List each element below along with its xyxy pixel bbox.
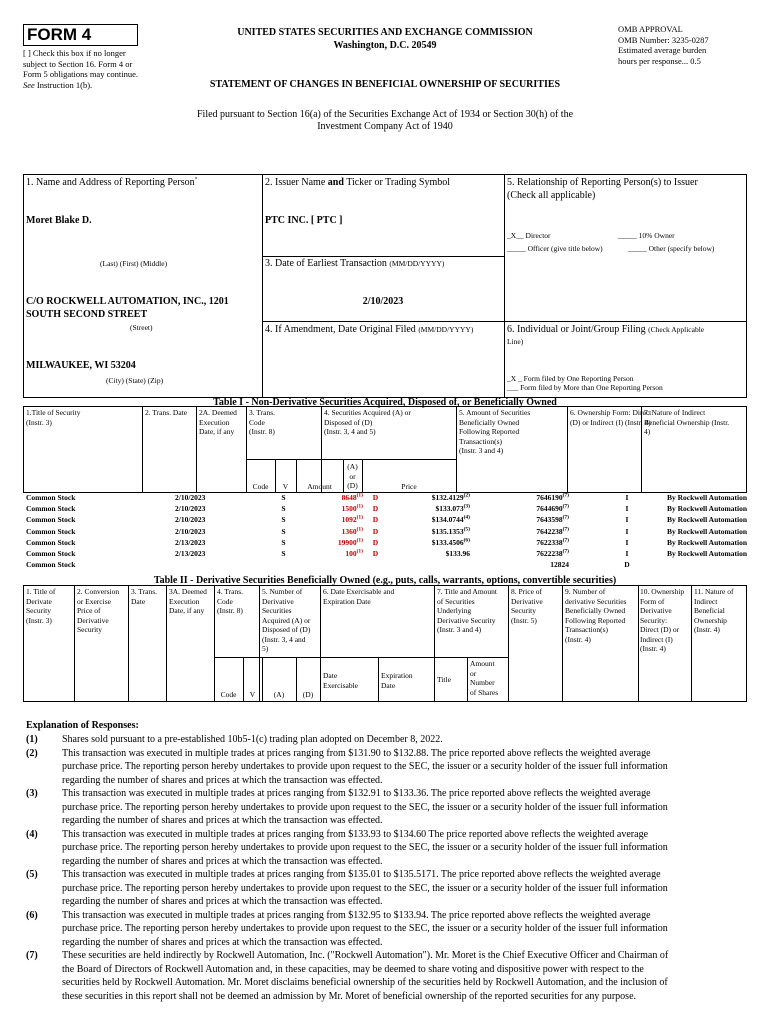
earliest-transaction-date: 2/10/2023 xyxy=(362,296,404,307)
t2-exp-line: Date xyxy=(381,680,396,690)
t2-c9-line: 9. Number of xyxy=(565,587,606,596)
t2-date-ex-sub xyxy=(323,671,358,690)
row-ad: D xyxy=(372,549,379,558)
row-amount-footnote: (1) xyxy=(356,503,363,510)
t2-c2-line: Security xyxy=(77,625,102,634)
t2-exp-line: Expiration xyxy=(381,671,413,680)
t1-col7-header xyxy=(644,408,729,437)
row-owned: 12824 xyxy=(550,560,569,570)
t2-c10-line: Form of xyxy=(640,596,665,606)
explanation-title: Explanation of Responses: xyxy=(26,720,139,731)
omb-burden: Estimated average burden xyxy=(618,45,707,55)
row-owned: 7644690$^{(7)}$ xyxy=(536,503,569,514)
t2-c11-line: 11. Nature of xyxy=(694,587,734,596)
row-code: S xyxy=(281,549,286,558)
row-date: 2/10/2023 xyxy=(175,515,206,525)
t1-ad-sub xyxy=(343,462,362,491)
row-price: $133.4506$^{(6)}$ xyxy=(431,537,470,547)
t2-c2-line: Price of xyxy=(77,606,101,615)
t2-c2-line: or Exercise xyxy=(77,596,111,606)
t2-c2-line: Derivative xyxy=(77,615,109,625)
t2-c1-line: 1. Title of xyxy=(26,587,56,596)
row-owned-footnote: (7) xyxy=(562,548,569,555)
t1-c5-a: 5. Amount of Securities xyxy=(459,408,531,417)
box4-label xyxy=(265,324,473,337)
t2-c6-line: 6. Date Exercisable and xyxy=(323,587,395,596)
director-checkbox[interactable]: _X__ Director xyxy=(507,231,551,240)
footnote-text: the Board of Directors of Rockwell Automation and, in these capacities, may be deemed to share voting and dispositive power with respect to the xyxy=(62,963,644,975)
t1-ad-c: (D) xyxy=(347,481,358,490)
row-price: $133.073$^{(3)}$ xyxy=(435,503,470,514)
box1-label xyxy=(26,177,197,190)
footnote-text: these securities in this report shall not be deemed an admission by Mr. Moret of beneficial ownership of the reported securities for any purpose. xyxy=(62,990,637,1002)
t2-c11-line: Beneficial xyxy=(694,606,725,615)
omb-title: OMB APPROVAL xyxy=(618,24,683,34)
footnote-text: regarding the number of shares and prices at which the transaction was effected. xyxy=(62,774,383,786)
row-owned-footnote: (7) xyxy=(562,503,569,510)
t1-c5-c: Following Reported xyxy=(459,427,520,436)
box6-label xyxy=(507,324,747,337)
t1-c7-c: 4) xyxy=(644,427,651,436)
row-amount-footnote: (1) xyxy=(356,537,363,544)
t2-col2-header xyxy=(77,587,119,635)
row-nature: By Rockwell Automation xyxy=(667,493,748,502)
issuer-name: PTC INC. [ PTC ] xyxy=(265,215,343,226)
t2-c5-line: (Instr. 3, 4 and xyxy=(262,634,306,644)
row-amount: 100$^{(1)}$ xyxy=(345,548,363,558)
row-amount-footnote: (1) xyxy=(356,526,363,533)
row-price: $133.96 xyxy=(445,549,470,558)
box2-label-a: 2. Issuer Name xyxy=(265,177,328,188)
table-row xyxy=(23,538,747,549)
t2-c3-line: Date xyxy=(131,596,146,606)
row-amount: 8648$^{(1)}$ xyxy=(341,492,363,502)
t1-col3-header xyxy=(249,408,275,437)
t2-c4-line: 4. Trans. xyxy=(217,587,244,596)
t1-col4-header xyxy=(324,408,411,437)
t2-col3a-header xyxy=(169,587,207,616)
t2-c10-line: Derivative xyxy=(640,606,672,615)
row-date: 2/10/2023 xyxy=(175,493,206,502)
row-code: S xyxy=(281,537,286,547)
t2-c3-line: 3. Trans. xyxy=(131,587,158,596)
t2-c5-line: Securities xyxy=(262,606,292,615)
t2-col9-header xyxy=(565,587,626,644)
t1-c5-e: (Instr. 3 and 4) xyxy=(459,446,504,455)
t2-c1-line: (Instr. 3) xyxy=(26,615,52,625)
t1-ad-a: (A) xyxy=(347,462,358,471)
footnote-number: (5) xyxy=(26,869,38,880)
box6-label-text: 6. Individual or Joint/Group Filing xyxy=(507,324,649,335)
footnote-text: purchase price. The reporting person hereby undertakes to provide upon request to the SEC, the issuer or a security holder of the issuer full information xyxy=(62,882,668,894)
row-date: 2/13/2023 xyxy=(175,549,206,558)
footnote-number: (6) xyxy=(26,909,38,921)
row-owned-footnote: (7) xyxy=(562,492,569,499)
t2-c10-line: Direct (D) or xyxy=(640,625,680,634)
row-nature: By Rockwell Automation xyxy=(667,504,748,514)
t2-c7-line: 7. Title and Amount xyxy=(437,587,498,596)
t2-c1-line: Security xyxy=(26,606,51,615)
row-ad: D xyxy=(372,515,379,525)
box3-label xyxy=(265,258,444,271)
row-form: I xyxy=(625,537,629,547)
box4-label-text: 4. If Amendment, Date Original Filed xyxy=(265,324,419,335)
t1-code-sub: Code xyxy=(252,482,269,491)
row-price: $134.0744$^{(4)}$ xyxy=(431,514,470,525)
row-form: I xyxy=(625,493,629,502)
t2-c1-line: Derivate xyxy=(26,596,52,606)
t2-c7-line: Underlying xyxy=(437,606,472,615)
t2-amount-line: or xyxy=(470,668,477,678)
name-parts-label: (Last) (First) (Middle) xyxy=(100,259,168,268)
row-amount: 19900$^{(1)}$ xyxy=(337,537,363,547)
t2-amount-sub xyxy=(470,659,498,697)
row-nature: By Rockwell Automation xyxy=(667,526,748,536)
row-ad: D xyxy=(372,504,379,514)
box6-label-paren: (Check Applicable xyxy=(648,325,705,334)
row-nature: By Rockwell Automation xyxy=(667,549,748,558)
t2-c5-line: 5) xyxy=(262,644,269,653)
checkbox-no-longer-subject[interactable] xyxy=(23,48,151,90)
footnote-text: regarding the number of shares and prices at which the transaction was effected. xyxy=(62,896,383,907)
t2-c9-line: Transaction(s) xyxy=(565,625,609,634)
row-amount: 1360$^{(1)}$ xyxy=(341,526,363,536)
t2-c8-line: 8. Price of xyxy=(511,587,543,596)
row-form: I xyxy=(625,515,629,525)
table-row xyxy=(23,515,747,526)
t2-c9-line: (Instr. 4) xyxy=(565,634,591,644)
t2-col4-header xyxy=(217,587,243,616)
footnote-number: (4) xyxy=(26,828,38,840)
t2-c10-line: Indirect (I) xyxy=(640,634,673,644)
row-amount-footnote: (1) xyxy=(356,514,363,521)
row-code: S xyxy=(281,515,286,525)
t2-c11-line: (Instr. 4) xyxy=(694,625,720,634)
box2-label-and: and xyxy=(327,177,344,188)
row-amount: 1500$^{(1)}$ xyxy=(341,503,363,514)
t1-price-sub: Price xyxy=(401,482,417,491)
t2-c7-line: Derivative Security xyxy=(437,615,496,625)
t1-c7-b: Beneficial Ownership (Instr. xyxy=(644,417,730,427)
row-price-footnote: (3) xyxy=(463,503,470,510)
row-title: Common Stock xyxy=(26,537,76,547)
t2-c5-line: 5. Number of xyxy=(262,587,303,596)
row-ad: D xyxy=(372,526,379,536)
box6-label-line: Line) xyxy=(507,337,524,346)
row-code: S xyxy=(281,526,286,536)
box5-sub: (Check all applicable) xyxy=(507,190,596,201)
t2-d-sub: (D) xyxy=(302,690,314,699)
row-title: Common Stock xyxy=(26,504,76,514)
row-title: Common Stock xyxy=(26,560,76,570)
table-row xyxy=(23,493,747,504)
filed-by-one-option[interactable]: _X _ Form filed by One Reporting Person xyxy=(507,374,634,383)
street-line2: SOUTH SECOND STREET xyxy=(26,309,148,320)
t2-c5-line: Acquired (A) or xyxy=(262,615,311,625)
t1-c5-b: Beneficially Owned xyxy=(459,417,520,427)
t2-c3a-line: Execution xyxy=(169,596,200,606)
t1-col6-header xyxy=(570,408,651,427)
city-state-zip: MILWAUKEE, WI 53204 xyxy=(26,360,136,371)
row-price: $132.4129$^{(2)}$ xyxy=(431,492,470,502)
officer-checkbox[interactable]: _____ Officer (give title below) xyxy=(507,244,603,253)
footnote-text: purchase price. The reporting person hereby undertakes to provide upon request to the SEC, the issuer or a security holder of the issuer full information xyxy=(62,842,668,853)
t2-title-sub: Title xyxy=(437,675,451,684)
row-form: I xyxy=(625,526,629,536)
t2-c5-line: Disposed of (D) xyxy=(262,625,311,634)
t1-c5-d: Transaction(s) xyxy=(459,436,503,446)
other-checkbox[interactable]: _____ Other (specify below) xyxy=(628,244,715,253)
t1-c6-a: 6. Ownership Form: Direct xyxy=(570,408,652,417)
t1-col5-header xyxy=(459,408,530,456)
t2-c6-line: Expiration Date xyxy=(323,596,371,606)
omb-number: OMB Number: 3235-0287 xyxy=(618,34,709,45)
row-date: 2/10/2023 xyxy=(175,526,206,536)
row-title: Common Stock xyxy=(26,549,76,558)
row-nature: By Rockwell Automation xyxy=(667,515,748,525)
footnote-number: (3) xyxy=(26,788,38,799)
row-code: S xyxy=(281,493,286,502)
t2-col8-header xyxy=(511,587,543,625)
t2-date-ex-line: Date xyxy=(323,671,338,680)
t2-code-sub: Code xyxy=(220,690,237,699)
t1-c4-a: 4. Securities Acquired (A) or xyxy=(324,408,411,417)
row-price: $135.1353$^{(5)}$ xyxy=(431,526,470,536)
t1-c3-a: 3. Trans. xyxy=(249,408,276,417)
t2-col11-header xyxy=(694,587,734,635)
t2-c3a-line: 3A. Deemed xyxy=(169,587,207,596)
omb-approval xyxy=(618,24,758,66)
row-nature: By Rockwell Automation xyxy=(667,537,748,547)
row-price-footnote: (6) xyxy=(463,537,470,544)
t1-c2a-c: Date, if any xyxy=(199,427,235,436)
agency-name: UNITED STATES SECURITIES AND EXCHANGE COMMISSION xyxy=(237,27,533,38)
row-owned-footnote: (7) xyxy=(562,526,569,533)
t2-amount-line: Number xyxy=(470,678,495,687)
t2-exp-sub xyxy=(381,671,413,690)
footnote-text: This transaction was executed in multiple trades at prices ranging from $135.01 to $135.5171. The price reported above reflects the weighted average xyxy=(62,869,661,880)
t1-c2a-b: Execution xyxy=(199,417,230,427)
t2-col10-header xyxy=(640,587,684,654)
t1-c3-c: (Instr. 8) xyxy=(249,427,275,436)
t2-c10-line: (Instr. 4) xyxy=(640,644,666,653)
omb-hours: hours per response... 0.5 xyxy=(618,55,701,66)
t2-col3-header xyxy=(131,587,157,606)
footnote-number: (2) xyxy=(26,747,38,759)
footnote-text: This transaction was executed in multiple trades at prices ranging from $132.91 to $133.36. The price reported above reflects the weighted average xyxy=(62,788,651,799)
row-price-footnote: (5) xyxy=(463,526,470,533)
t2-c4-line: (Instr. 8) xyxy=(217,606,243,615)
t2-c8-line: (Instr. 5) xyxy=(511,615,537,625)
box1-label-mark: * xyxy=(194,176,198,183)
t1-c3-b: Code xyxy=(249,417,265,427)
footnote-text: regarding the number of shares and prices at which the transaction was effected. xyxy=(62,815,383,826)
row-title: Common Stock xyxy=(26,493,76,502)
row-title: Common Stock xyxy=(26,526,76,536)
footnote-number: (7) xyxy=(26,950,38,961)
ten-percent-owner-checkbox[interactable]: _____ 10% Owner xyxy=(618,231,675,240)
t1-col2a-header xyxy=(199,408,237,437)
footnote-number: (1) xyxy=(26,734,38,745)
t2-c10-line: Security: xyxy=(640,615,668,625)
row-form: I xyxy=(625,504,629,514)
t1-amount-sub: Amount xyxy=(307,482,332,491)
t2-c9-line: derivative Securities xyxy=(565,596,627,606)
box5-label: 5. Relationship of Reporting Person(s) to Issuer xyxy=(507,177,698,188)
table2-title: Table II - Derivative Securities Beneficially Owned (e.g., puts, calls, warrants, options, convertible securities) xyxy=(153,575,617,586)
row-price-footnote: (2) xyxy=(463,492,470,499)
row-amount-footnote: (1) xyxy=(356,492,363,499)
t2-col7-header xyxy=(437,587,497,635)
t2-v-sub: V xyxy=(249,690,256,699)
t2-c11-line: Indirect xyxy=(694,596,718,606)
footnote-text: purchase price. The reporting person hereby undertakes to provide upon request to the SEC, the issuer or a security holder of the issuer full information xyxy=(62,923,668,934)
row-code: S xyxy=(281,504,286,514)
t2-c11-line: Ownership xyxy=(694,615,727,625)
row-owned: 7646190$^{(7)}$ xyxy=(536,492,569,502)
row-form: I xyxy=(625,549,629,558)
t1-c2a-a: 2A. Deemed xyxy=(199,408,237,417)
table-row xyxy=(23,560,747,571)
row-date: 2/13/2023 xyxy=(175,537,206,547)
t2-amount-line: of Shares xyxy=(470,687,499,697)
t2-date-ex-line: Exercisable xyxy=(323,680,358,690)
t1-c4-c: (Instr. 3, 4 and 5) xyxy=(324,427,376,436)
t2-c10-line: 10. Ownership xyxy=(640,587,685,596)
footnote-text: This transaction was executed in multiple trades at prices ranging from $131.90 to $132.88. The price reported above reflects the weighted average xyxy=(62,747,651,759)
footnote-text: These securities are held indirectly by Rockwell Automation, Inc. ("Rockwell Automation"). Mr. Moret is the Chief Executive Officer and Chairman of xyxy=(62,950,669,961)
box2-label-b: Ticker or Trading Symbol xyxy=(343,177,451,188)
t1-c1-b: (Instr. 3) xyxy=(26,417,52,427)
t2-amount-line: Amount xyxy=(470,659,495,668)
t1-ad-b: or xyxy=(349,471,356,481)
footnote-text: purchase price. The reporting person hereby undertakes to provide upon request to the SEC, the issuer or a security holder of the issuer full information xyxy=(62,761,668,772)
t2-c7-line: (Instr. 3 and 4) xyxy=(437,625,482,634)
footnote-text: purchase price. The reporting person hereby undertakes to provide upon request to the SEC, the issuer or a security holder of the issuer full information xyxy=(62,801,668,813)
box1-label-text: 1. Name and Address of Reporting Person xyxy=(26,177,195,188)
street-line1: C/O ROCKWELL AUTOMATION, INC., 1201 xyxy=(26,296,229,307)
table-row xyxy=(23,504,747,515)
row-owned: 7622238$^{(7)}$ xyxy=(536,548,569,558)
t2-c2-line: 2. Conversion xyxy=(77,587,120,596)
table-row xyxy=(23,549,747,560)
reporting-person-name: Moret Blake D. xyxy=(26,215,92,226)
t2-c5-line: Derivative xyxy=(262,596,294,606)
row-ad: D xyxy=(372,493,379,502)
box4-label-fmt: (MM/DD/YYYY) xyxy=(418,325,474,334)
t1-c6-b: (D) or Indirect (I) (Instr. 4) xyxy=(570,417,651,427)
row-owned: 7622338$^{(7)}$ xyxy=(536,537,569,547)
t2-c9-line: Following Reported xyxy=(565,615,626,625)
t1-c4-b: Disposed of (D) xyxy=(324,417,373,427)
t1-v-sub: V xyxy=(282,482,289,491)
filed-pursuant-line2: Investment Company Act of 1940 xyxy=(317,121,453,132)
footnote-text: This transaction was executed in multiple trades at prices ranging from $133.93 to $134.60 The price reported above reflects the weighted average xyxy=(62,828,649,840)
t2-c7-line: of Securities xyxy=(437,596,475,606)
box3-label-fmt: (MM/DD/YYYY) xyxy=(389,259,445,268)
t2-col5-header xyxy=(262,587,310,654)
row-price-footnote: (4) xyxy=(463,514,470,521)
row-owned: 7642238$^{(7)}$ xyxy=(536,526,569,536)
footnote-text: securities held by Rockwell Automation. Mr. Moret disclaims beneficial ownership of the securities held by Rockwell Automation, and the inclusion of xyxy=(62,977,668,988)
footnote-text: Shares sold pursuant to a pre-established 10b5-1(c) trading plan adopted on December 8, 2022. xyxy=(62,734,443,745)
row-title: Common Stock xyxy=(26,515,76,525)
t2-c8-line: Security xyxy=(511,606,536,615)
t2-a-sub: (A) xyxy=(273,690,285,699)
row-date: 2/10/2023 xyxy=(175,504,206,514)
form-title: FORM 4 xyxy=(27,25,92,44)
table1-title: Table I - Non-Derivative Securities Acquired, Disposed of, or Beneficially Owned xyxy=(213,397,557,408)
t2-c4-line: Code xyxy=(217,596,233,606)
footnote-text: This transaction was executed in multiple trades at prices ranging from $132.95 to $133.94. The price reported above reflects the weighted average xyxy=(62,909,651,921)
row-ad: D xyxy=(372,537,379,547)
t2-col6-header xyxy=(323,587,394,606)
t1-col2-header: 2. Trans. Date xyxy=(145,408,188,417)
checkbox-see: See xyxy=(23,79,35,90)
t2-col1-header xyxy=(26,587,55,625)
footnote-text: regarding the number of shares and prices at which the transaction was effected. xyxy=(62,936,383,948)
t2-c3a-line: Date, if any xyxy=(169,606,205,615)
row-amount-footnote: (1) xyxy=(356,548,363,555)
row-owned-footnote: (7) xyxy=(562,537,569,544)
city-label: (City) (State) (Zip) xyxy=(106,376,164,385)
table-row xyxy=(23,527,747,538)
checkbox-instr: Instruction 1(b). xyxy=(36,79,93,90)
t1-c7-a: 7. Nature of Indirect xyxy=(644,408,706,417)
filed-by-more-option[interactable]: ___ Form filed by More than One Reporting Person xyxy=(507,383,663,392)
t1-c1-a: 1.Title of Security xyxy=(26,408,81,417)
street-label: (Street) xyxy=(130,323,153,332)
t2-c9-line: Beneficially Owned xyxy=(565,606,626,615)
footnote-text: regarding the number of shares and prices at which the transaction was effected. xyxy=(62,855,383,867)
row-owned: 7643598$^{(7)}$ xyxy=(536,514,569,525)
agency-location: Washington, D.C. 20549 xyxy=(333,40,437,51)
box2-label xyxy=(265,177,450,190)
box3-label-text: 3. Date of Earliest Transaction xyxy=(265,258,390,269)
checkbox-text: [ ] Check this box if no longer subject to Section 16. Form 4 or Form 5 obligations may continue. xyxy=(23,48,138,79)
row-form: D xyxy=(624,560,630,570)
row-owned-footnote: (7) xyxy=(562,514,569,521)
filed-pursuant-line1: Filed pursuant to Section 16(a) of the Securities Exchange Act of 1934 or Section 30(h) of the xyxy=(196,109,574,120)
row-amount: 1092$^{(1)}$ xyxy=(341,514,363,525)
t2-c8-line: Derivative xyxy=(511,596,543,606)
statement-title: STATEMENT OF CHANGES IN BENEFICIAL OWNERSHIP OF SECURITIES xyxy=(209,79,561,90)
t1-col1-header xyxy=(26,408,81,427)
